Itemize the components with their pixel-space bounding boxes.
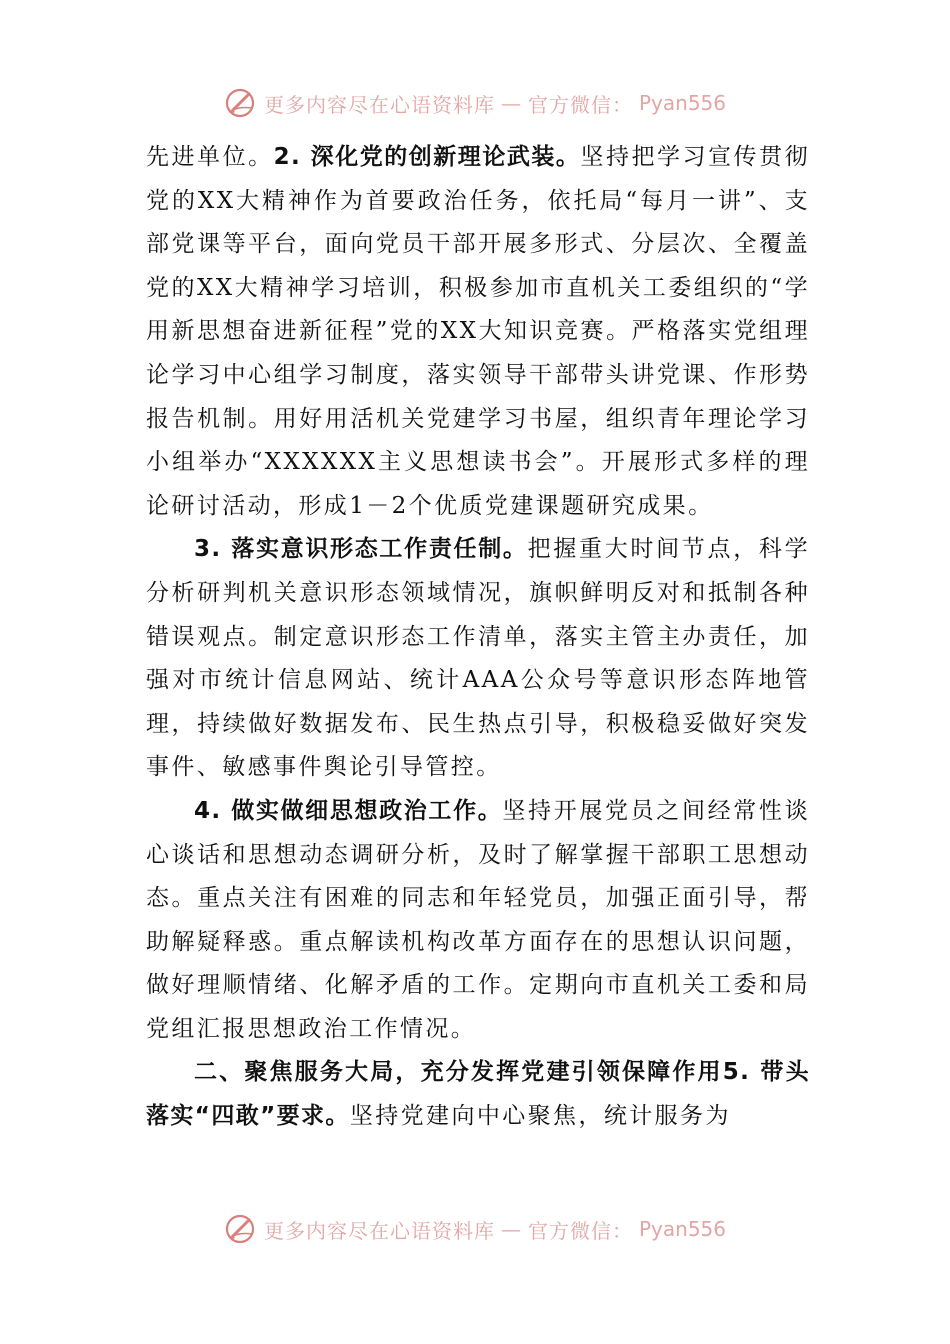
bold-heading-text: 2. 深化党的创新理论武装。 — [273, 144, 581, 170]
watermark-wechat-label: 官方微信： — [527, 1218, 633, 1243]
body-text: 坚持党建向中心聚焦，统计服务为 — [349, 1103, 731, 1130]
watermark-dash: — — [500, 1217, 522, 1241]
bold-heading-text: 二、聚焦服务大局，充分发挥党建引领保障作用5. 带头落实“四敢”要求。 — [146, 1059, 810, 1130]
paragraph — [146, 528, 810, 790]
watermark-header — [0, 86, 950, 120]
body-text: 先进单位。 — [146, 144, 274, 170]
watermark-wechat-id: Pyan556 — [638, 1217, 726, 1241]
watermark-site-text: 更多内容尽在心语资料库 — [263, 92, 495, 117]
paragraph — [146, 136, 810, 528]
watermark-dash: — — [500, 91, 522, 115]
paragraph — [146, 790, 810, 1052]
watermark-wechat-label: 官方微信： — [527, 92, 633, 117]
pen-logo-icon — [224, 86, 258, 120]
body-text: 坚持把学习宣传贯彻党的XX大精神作为首要政治任务，依托局“每月一讲”、支部党课等平台，面向党员干部开展多形式、分层次、全覆盖党的XX大精神学习培训，积极参加市直机关工委组织的“学用新思想奋进新征程”党的XX大知识竞赛。严格落实党组理论学习中心组学习制度，落实领导干部带头讲党课、作形势报告机制。用好用活机关党建学习书屋，组织青年理论学习小组举办“XXXXXX主义思想读书会”。开展形式多样的理论研讨活动，形成1－2个优质党建课题研究成果。 — [146, 144, 810, 519]
body-text: 坚持开展党员之间经常性谈心谈话和思想动态调研分析，及时了解掌握干部职工思想动态。重点关注有困难的同志和年轻党员，加强正面引导，帮助解疑释惑。重点解读机构改革方面存在的思想认识问题，做好理顺情绪、化解矛盾的工作。定期向市直机关工委和局党组汇报思想政治工作情况。 — [146, 797, 810, 1042]
paragraph — [146, 1051, 810, 1138]
watermark-footer — [0, 1212, 950, 1246]
document-body — [146, 136, 810, 1139]
pen-logo-icon — [224, 1212, 258, 1246]
bold-heading-text: 4. 做实做细思想政治工作。 — [194, 797, 503, 824]
body-text: 把握重大时间节点，科学分析研判机关意识形态领域情况，旗帜鲜明反对和抵制各种错误观点。制定意识形态工作清单，落实主管主办责任，加强对市统计信息网站、统计AAA公众号等意识形态阵地管理，持续做好数据发布、民生热点引导，积极稳妥做好突发事件、敏感事件舆论引导管控。 — [146, 536, 811, 781]
watermark-site-text: 更多内容尽在心语资料库 — [263, 1218, 495, 1243]
bold-heading-text: 3. 落实意识形态工作责任制。 — [194, 536, 528, 563]
watermark-wechat-id: Pyan556 — [638, 91, 726, 115]
